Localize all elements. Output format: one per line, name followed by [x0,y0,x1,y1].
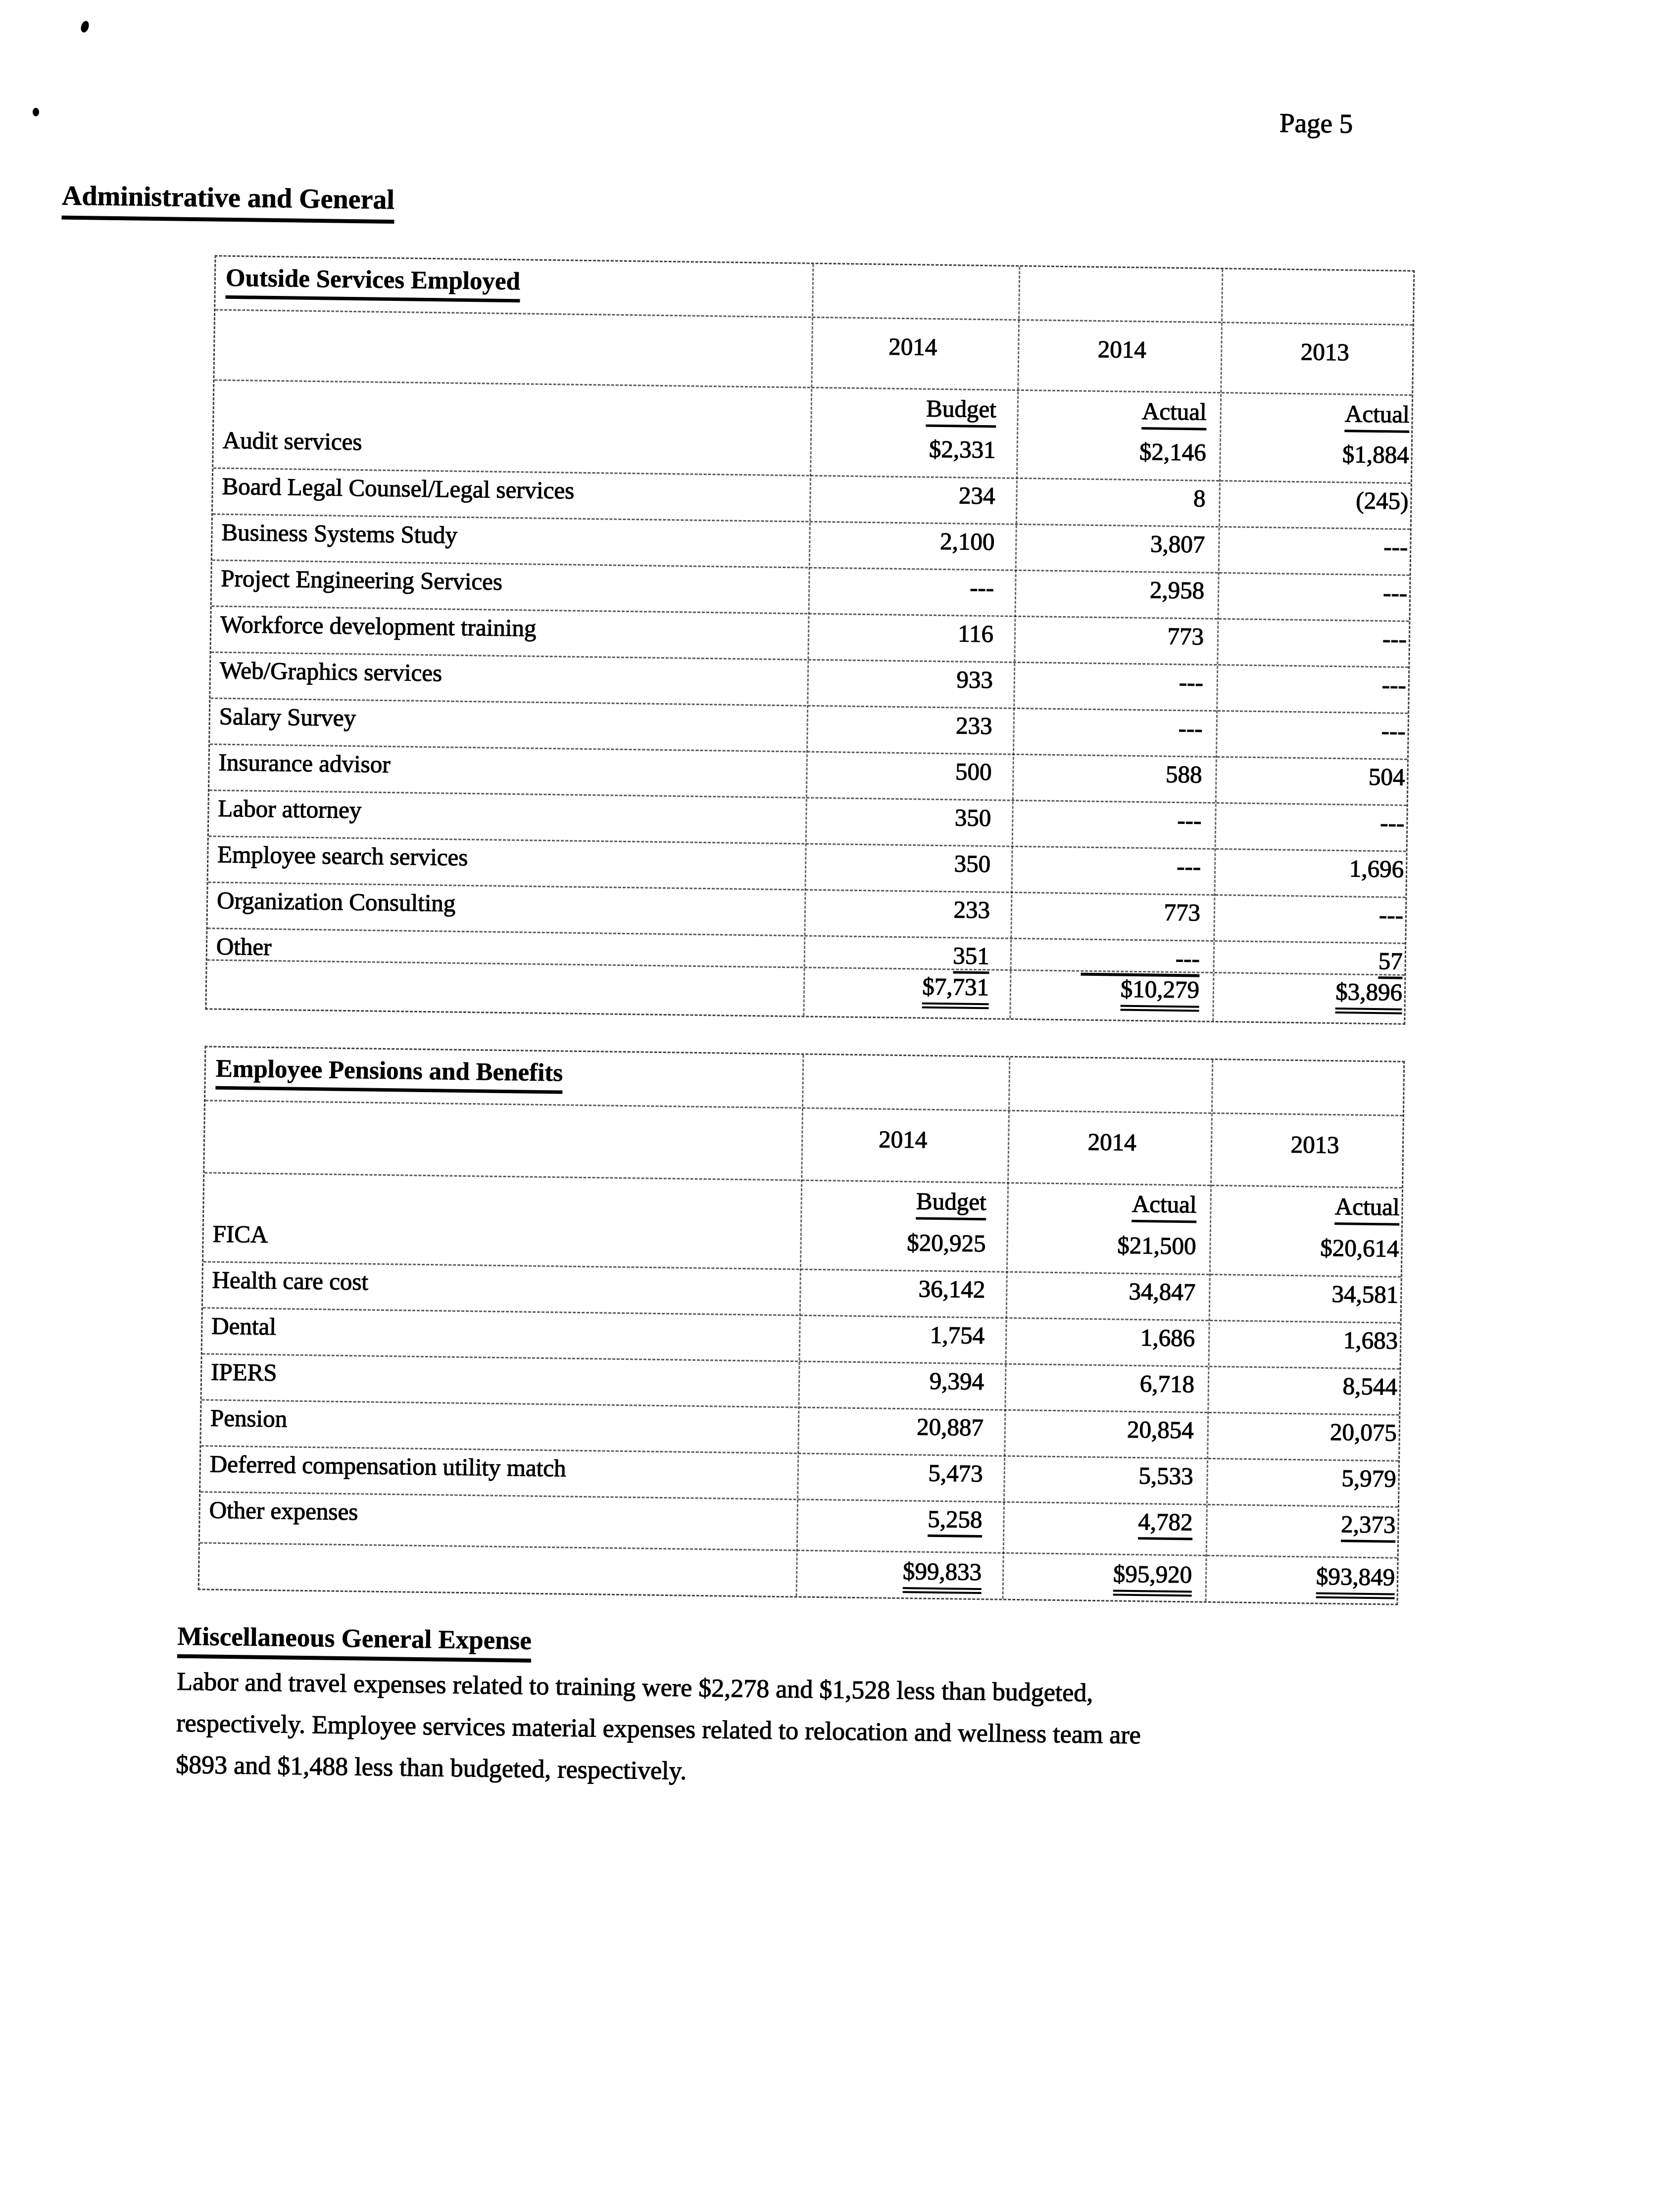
budget-value: 1,754 [930,1321,985,1349]
row-label: Insurance advisor [218,748,391,778]
budget-value: 9,394 [929,1367,984,1395]
budget-value: 5,258 [814,1503,983,1538]
actual-total: $10,279 [1029,973,1200,1011]
actual-value: 1,686 [1140,1324,1195,1352]
row-label: Other expenses [209,1496,358,1526]
row-label: Web/Graphics services [219,656,443,687]
budget-value: 116 [958,620,994,648]
year-header: 2013 [1290,1130,1339,1159]
actual-value: --- [1029,942,1200,977]
actual-value: 8 [1193,484,1206,512]
budget-total: $99,833 [813,1556,982,1594]
budget-value: 351 [821,940,989,974]
row-label: Audit services [222,426,362,456]
prior-value: 504 [1368,763,1405,791]
budget-value: 2,100 [939,527,995,556]
budget-value: 5,473 [928,1459,984,1488]
actual-value: 588 [1165,760,1202,788]
row-label: Labor attorney [218,794,362,824]
row-label: Pension [210,1404,288,1433]
year-header: 2014 [888,333,937,361]
actual-value: 2,958 [1149,576,1205,604]
actual-value: $21,500 [1117,1231,1196,1260]
row-label: Project Engineering Services [221,564,503,595]
budget-value: 20,887 [916,1413,984,1442]
table-title: Outside Services Employed [225,264,520,302]
row-label: Dental [211,1312,277,1341]
prior-value: --- [1381,671,1407,699]
prior-value: 34,581 [1331,1280,1399,1308]
actual-value: 773 [1164,898,1201,926]
actual-value: --- [1179,669,1204,696]
actual-value: 6,718 [1139,1370,1195,1398]
budget-value: 350 [954,804,991,832]
prior-value: 20,075 [1329,1418,1397,1446]
row-divider [214,380,1412,396]
row-label: Other [216,932,272,961]
budget-total: $7,731 [821,971,989,1009]
prior-value: --- [1382,579,1408,607]
actual-total: $95,920 [1021,1558,1192,1596]
prior-value: 8,544 [1342,1372,1398,1400]
column-header: Actual [1238,398,1410,433]
actual-value: $2,146 [1139,438,1207,466]
row-label: Business Systems Study [221,518,458,549]
row-label: Deferred compensation utility match [209,1450,566,1482]
paragraph-line: respectively. Employee services material expenses related to relocation and wellness team are [176,1709,1141,1750]
year-header: 2014 [1097,335,1147,364]
paragraph-line: Labor and travel expenses related to training were $2,278 and $1,528 less than budgeted, [176,1667,1093,1708]
budget-value: $2,331 [929,435,996,464]
pensions-benefits-table [198,1046,1405,1605]
misc-expense-heading: Miscellaneous General Expense [177,1622,532,1663]
paragraph-line: $893 and $1,488 less than budgeted, respectively. [175,1750,687,1785]
budget-value: 500 [955,758,992,786]
year-header: 2013 [1300,338,1350,366]
actual-value: 20,854 [1127,1415,1194,1444]
prior-value: 57 [1231,945,1403,979]
budget-value: --- [969,574,994,602]
row-divider [215,309,1413,326]
prior-total: $3,896 [1231,976,1402,1014]
column-header: Budget [828,393,996,428]
prior-value: --- [1382,625,1407,653]
row-label: Employee search services [217,840,468,871]
actual-value: 34,847 [1129,1277,1196,1306]
prior-value: 1,696 [1349,855,1404,883]
year-header: 2014 [878,1125,928,1154]
budget-value: 233 [953,896,990,924]
row-label: Health care cost [212,1266,369,1296]
page-number: Page 5 [1279,107,1353,139]
section-heading: Administrative and General [61,180,394,224]
prior-value: 5,979 [1341,1464,1397,1492]
actual-value: --- [1177,807,1202,834]
prior-value: 2,373 [1225,1508,1396,1542]
actual-value: 4,782 [1022,1506,1193,1540]
budget-value: 350 [954,850,991,878]
row-divider [204,1172,1402,1188]
column-header: Budget [818,1186,986,1220]
year-header: 2014 [1087,1128,1137,1156]
budget-value: 933 [956,666,993,694]
prior-value: 1,683 [1343,1326,1398,1354]
prior-value: $20,614 [1320,1234,1399,1262]
actual-value: 3,807 [1150,530,1205,558]
prior-value: --- [1378,901,1404,929]
column-header: Actual [1026,1188,1197,1223]
prior-value: --- [1383,533,1408,561]
row-label: Organization Consulting [216,886,456,917]
row-divider [205,1100,1403,1116]
column-header: Actual [1035,395,1207,430]
prior-value: --- [1381,717,1406,745]
row-label: FICA [212,1220,268,1248]
budget-value: $20,925 [906,1229,986,1257]
actual-value: --- [1176,853,1201,880]
outside-services-table [205,255,1415,1024]
prior-value: $1,884 [1342,440,1410,469]
table-title: Employee Pensions and Benefits [215,1055,563,1094]
column-header: Actual [1229,1191,1400,1225]
prior-value: (245) [1356,486,1409,515]
misc-expense-paragraph [176,1661,1484,1802]
prior-value: --- [1380,809,1405,837]
actual-value: 773 [1167,622,1204,650]
budget-value: 233 [955,712,993,740]
budget-value: 234 [958,481,995,510]
budget-value: 36,142 [918,1275,985,1303]
row-label: Workforce development training [220,610,537,642]
actual-value: 5,533 [1138,1462,1194,1490]
actual-value: --- [1178,715,1203,742]
row-label: Board Legal Counsel/Legal services [222,472,575,504]
row-label: IPERS [210,1358,277,1387]
row-label: Salary Survey [219,702,356,732]
prior-total: $93,849 [1224,1561,1395,1599]
